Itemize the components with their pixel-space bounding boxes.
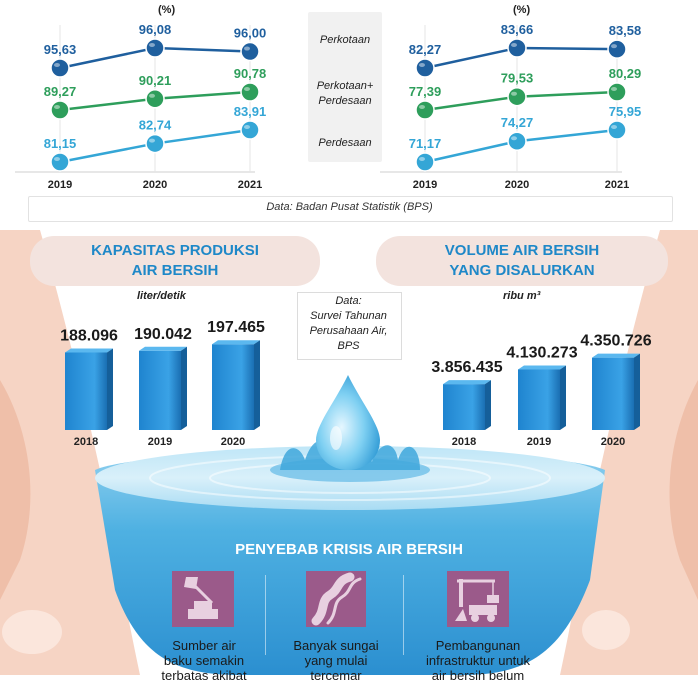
axe-stump-icon	[172, 571, 234, 627]
left-data-label: 96,08	[138, 22, 172, 37]
volume-heading-line2: YANG DISALURKAN	[449, 262, 595, 279]
crisis-title: PENYEBAB KRISIS AIR BERSIH	[235, 541, 463, 558]
survey-note: Data: Survei Tahunan Perusahaan Air, BPS	[309, 295, 388, 352]
right-chart-unit: (%)	[513, 4, 531, 16]
left-data-label: 90,21	[138, 72, 172, 88]
cause-3-icon-tile	[447, 571, 509, 627]
production-value-label: 190.042	[134, 325, 192, 343]
divider-2	[403, 575, 404, 655]
left-x-tick: 2019	[47, 179, 73, 191]
river-icon	[306, 571, 366, 627]
volume-bar-top	[518, 365, 566, 369]
right-x-tick: 2020	[504, 179, 530, 191]
legend-combined-1: Perkotaan+	[316, 80, 374, 92]
right-data-label: 77,39	[408, 84, 442, 99]
cause-1-text: Sumber air baku semakin terbatas akibat	[161, 638, 247, 683]
right-data-label: 75,95	[608, 104, 642, 119]
right-x-tick: 2021	[604, 179, 630, 191]
left-data-label: 90,78	[233, 66, 267, 81]
volume-bar-top	[443, 380, 491, 384]
source-text: Data: Badan Pusat Statistik (BPS)	[266, 201, 433, 213]
cause-2-text: Banyak sungai yang mulai tercemar	[293, 638, 379, 683]
left-x-tick: 2020	[142, 179, 168, 191]
right-fingertip	[582, 610, 630, 650]
production-heading-line1: KAPASITAS PRODUKSI	[91, 242, 259, 259]
volume-unit: ribu m³	[503, 290, 541, 302]
volume-year-label: 2020	[600, 436, 626, 448]
volume-bar-side	[634, 354, 640, 430]
production-bar	[65, 352, 107, 430]
production-value-label: 197.465	[207, 319, 265, 337]
left-data-label: 81,15	[43, 136, 77, 151]
legend-combined-2: Perdesaan	[318, 95, 372, 107]
volume-bar	[592, 358, 634, 430]
right-data-label: 83,66	[500, 22, 534, 37]
right-x-tick: 2019	[412, 179, 438, 191]
crane-construction-icon	[447, 571, 509, 627]
volume-value-label: 3.856.435	[431, 359, 503, 377]
cause-2-icon-tile	[306, 571, 366, 627]
production-unit: liter/detik	[137, 290, 186, 302]
right-data-label: 79,53	[500, 70, 534, 86]
cause-3-text: Pembangunan infrastruktur untuk air bersih belum	[425, 638, 531, 683]
volume-bar-side	[485, 380, 491, 430]
production-bar-top	[212, 340, 260, 344]
right-data-label: 71,17	[408, 136, 442, 151]
cause-1-icon-tile	[172, 571, 234, 627]
left-chart-unit: (%)	[158, 4, 176, 16]
right-data-label: 82,27	[408, 42, 442, 57]
production-year-label: 2018	[73, 436, 99, 448]
production-bar-side	[254, 340, 260, 430]
right-data-label: 80,29	[608, 66, 642, 81]
right-data-label: 74,27	[500, 115, 534, 131]
production-year-label: 2020	[220, 436, 246, 448]
left-data-label: 83,91	[233, 104, 267, 119]
volume-year-label: 2019	[526, 436, 552, 448]
left-x-tick: 2021	[237, 179, 263, 191]
production-bar-side	[107, 348, 113, 430]
volume-bar-top	[592, 354, 640, 358]
production-value-label: 188.096	[60, 327, 118, 345]
left-data-label: 95,63	[43, 42, 77, 57]
right-data-label: 83,58	[608, 23, 642, 39]
legend-urban: Perkotaan	[319, 34, 371, 46]
volume-year-label: 2018	[451, 436, 477, 448]
volume-bar	[443, 384, 485, 430]
volume-bar-side	[560, 365, 566, 430]
left-data-label: 82,74	[138, 117, 172, 133]
legend-rural: Perdesaan	[318, 137, 372, 149]
production-bar	[212, 344, 254, 430]
production-bar-side	[181, 347, 187, 430]
left-fingertip	[2, 610, 62, 654]
production-bar-top	[65, 348, 113, 352]
volume-bar	[518, 369, 560, 430]
volume-value-label: 4.130.273	[506, 344, 578, 362]
volume-heading-line1: VOLUME AIR BERSIH	[444, 242, 600, 259]
left-data-label: 96,00	[233, 25, 267, 41]
production-heading-line2: AIR BERSIH	[131, 262, 219, 279]
production-bar	[139, 351, 181, 430]
production-year-label: 2019	[147, 436, 173, 448]
production-bar-top	[139, 347, 187, 351]
left-data-label: 89,27	[43, 84, 77, 99]
volume-value-label: 4.350.726	[580, 332, 652, 350]
